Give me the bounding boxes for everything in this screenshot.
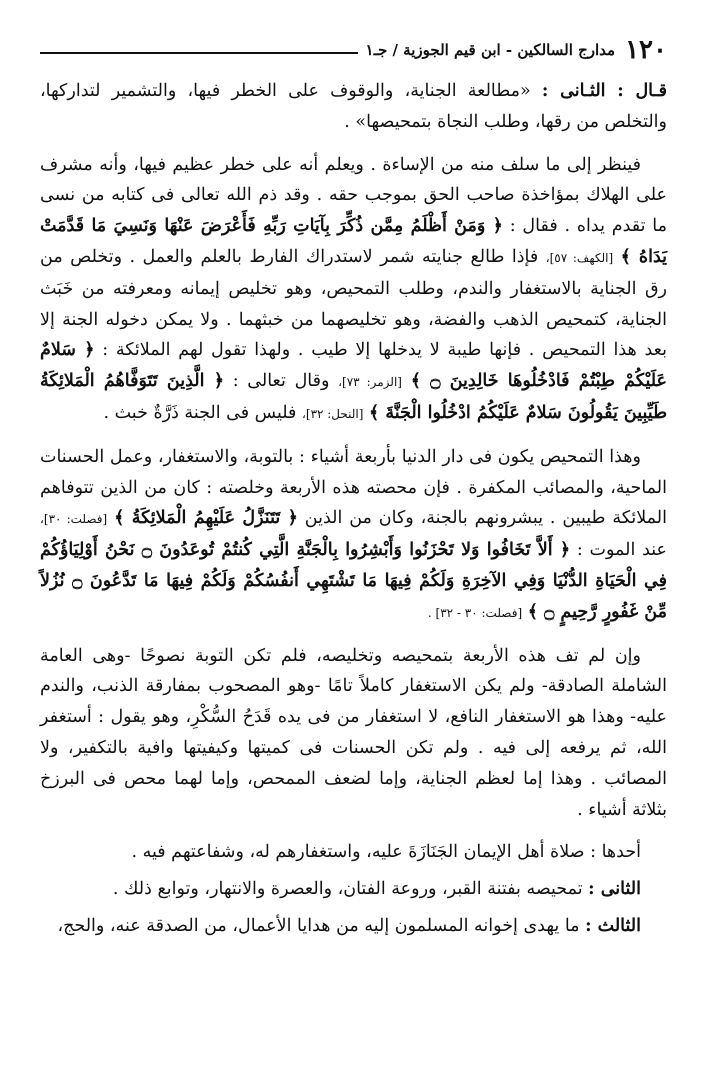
page-body (40, 76, 667, 948)
paragraph-2-text-d: فليس فى الجنة ذَرَّةٌ خبث . (103, 402, 297, 423)
paragraph-2-text-c: وقال تعالى : (232, 371, 330, 392)
paragraph-4 (40, 641, 667, 826)
verse-reference-nahl: [النحل: ٣٢]، (302, 406, 364, 421)
paragraph-2-text-b: فإذا طالع جنايته شمر لاستدراك الفارط بالعلم والعمل . وتخلص من رق الجناية بالاستغفار والندم، وطلب التمحيص، وهو تخليص إيمانه ومعرفته من خَبَث الجناية، كتمحيص الذهب والفضة، وهو تخليصهما من خبثهما . ولا يمكن دخوله الجنة إلا بعد هذا التمحيص . فإنها طيبة لا يدخلها إلا طيب . ولهذا تقول لهم الملائكة : (40, 246, 667, 361)
list-item-3-label: الثالث : (585, 915, 641, 936)
verse-reference-zumar: [الزمر: ٧٣]، (338, 375, 402, 390)
header-rule (40, 52, 358, 54)
quran-verse-kahf: ﴿ وَمَنْ أَظْلَمُ مِمَّن ذُكِّرَ بِآيَاتِ رَبِّهِ فَأَعْرَضَ عَنْهَا وَنَسِيَ مَا قَدَّمَتْ يَدَاهُ ﴾ (40, 216, 668, 267)
list-item-3-text: ما يهدى إخوانه المسلمون إليه من هدايا الأعمال، من الصدقة عنه، والحج، (57, 915, 580, 936)
list-item-3 (40, 911, 667, 942)
list-item-2-text: تمحيصه بفتنة القبر، وروعة الفتان، والعصرة والانتهار، وتوابع ذلك . (112, 879, 583, 900)
quran-verse-fussilat-b: ﴿ أَلاَّ تَخَافُوا وَلا تَحْزَنُوا وَأَبْشِرُوا بِالْجَنَّةِ الَّتِي كُنتُمْ تُوعَدُونَ ۝ نَحْنُ أَوْلِيَاؤُكُمْ فِي الْحَيَاةِ الدُّنْيَا وَفِي الآخِرَةِ وَلَكُمْ فِيهَا مَا تَشْتَهِي أَنفُسُكُمْ وَلَكُمْ فِيهَا مَا تَدَّعُونَ ۝ نُزُلاً مِّنْ غَفُورٍ رَّحِيمٍ ۝ ﴾ (40, 540, 667, 622)
verse-reference-kahf: [الكهف: ٥٧]، (545, 250, 614, 265)
quran-verse-nahl: ﴿ الَّذِينَ تَتَوَفَّاهُمُ الْمَلائِكَةُ طَيِّبِينَ يَقُولُونَ سَلامٌ عَلَيْكُمُ ادْخُلُوا الْجَنَّةَ ﴾ (40, 371, 667, 423)
verse-reference-fussilat-a: [فصلت: ٣٠]، (40, 512, 108, 527)
paragraph-3-text-a: وهذا التمحيص يكون فى دار الدنيا بأربعة أشياء : بالتوبة، والاستغفار، وعمل الحسنات الماحية، والمصائب المكفرة . فإن محصته هذه الأربعة وخلصته : كان من الذين تتوفاهم الملائكة طيبين . يبشرونهم بالجنة، وكان من الذين (40, 446, 667, 529)
page-header (40, 30, 667, 70)
list-item-1-label: أحدها : (590, 842, 641, 863)
quran-verse-fussilat-a: ﴿ تَتَنَزَّلُ عَلَيْهِمُ الْمَلائِكَةُ ﴾ (114, 508, 298, 529)
paragraph-2-text-a: فينظر إلى ما سلف منه من الإساءة . ويعلم أنه على خطر عظيم فيها، وأنه مشرف على الهلاك بمؤاخذة صاحب الحق بموجب حقه . وقد ذم الله تعالى فى كتابه من نسى ما تقدم يداه . فقال : (40, 154, 668, 237)
page-number: ١٢٠ (625, 35, 667, 65)
verse-reference-fussilat-b: [فصلت: ٣٠ - ٣٢] . (427, 605, 523, 620)
paragraph-4-text: وإن لم تف هذه الأربعة بتمحيصه وتخليصه، فلم تكن التوبة نصوحًا -وهى العامة الشاملة الصادقة- ولم يكن الاستغفار كاملاً تامًا -وهو المصحوب بمفارقة الذنب، والندم عليه- وهذا هو الاستغفار النافع، لا استغفار من فى يده قَدَحُ السُّكْرِ، وهو يقول : أستغفر الله، ثم يرفعه إلى فيه . ولم تكن الحسنات فى كميتها وكيفيتها وافية بالتكفير، ولا المصائب . وهذا إما لعظم الجناية، وإما لضعف الممحص، وإما لهما محص فى البرزخ بثلاثة أشياء . (40, 645, 667, 820)
paragraph-1-text: «مطالعة الجناية، والوقوف على الخطر فيها، والتشمير لتداركها، والتخلص من رقها، وطلب النجاة بتمحيصها» . (40, 81, 667, 132)
paragraph-1-lead: قـال : الثـانى : (541, 81, 667, 101)
quran-verse-zumar: ﴿ سَلامٌ عَلَيْكُمْ طِبْتُمْ فَادْخُلُوهَا خَالِدِينَ ۝ ﴾ (40, 340, 667, 392)
list-item-2-label: الثانى : (588, 879, 641, 900)
list-item-1-text: صلاة أهل الإيمان الجَنَازَةَ عليه، واستغفارهم له، وشفاعتهم فيه . (131, 842, 585, 863)
paragraph-1 (40, 76, 667, 138)
list-item-1 (40, 837, 667, 868)
running-title: مدارج السالكين - ابن قيم الجوزية / جـ١ (365, 41, 616, 59)
paragraph-3 (40, 442, 667, 629)
paragraph-3-text-b: عند الموت : (576, 540, 667, 561)
paragraph-2 (40, 150, 667, 430)
list-item-2 (40, 874, 667, 905)
